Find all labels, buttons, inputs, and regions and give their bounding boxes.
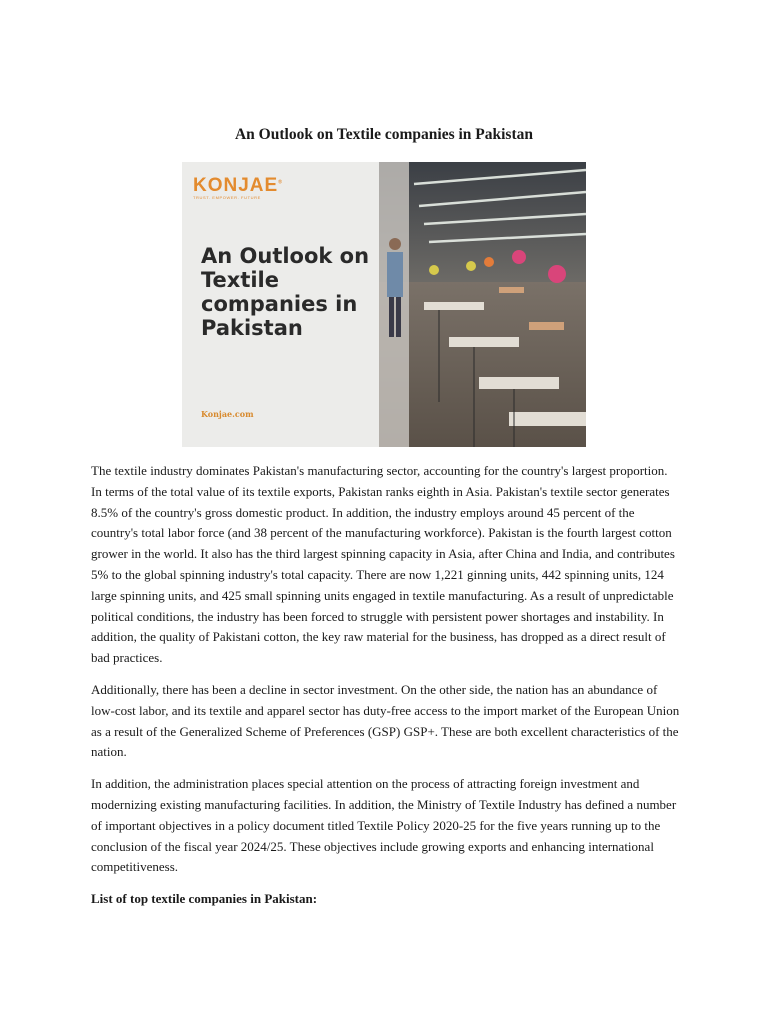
logo-mark: ® [278,179,283,186]
list-heading: List of top textile companies in Pakistan: [91,891,318,907]
hero-heading: An Outlook on Textile companies in Pakistan [201,244,370,340]
logo-text: KONJAE [193,175,279,196]
logo-tagline: TRUST. EMPOWER. FUTURE [193,195,261,200]
hero-text-panel [182,162,379,447]
paragraph: The textile industry dominates Pakistan's manufacturing sector, accounting for the country's largest proportion. In terms of the total value of its textile exports, Pakistan ranks eighth in Asia. Pakistan's textile sector generates 8.5% of the country's gross domestic product. In addition, the industry employs around 45 percent of the country's total labor force (and 38 percent of the manufacturing workforce). Pakistan is the fourth largest cotton grower in the world. It also has the third largest spinning capacity in Asia, after China and India, and contributes 5% to the global spinning industry's total capacity. There are now 1,221 ginning units, 442 spinning units, 124 large spinning units, and 425 small spinning units engaged in textile manufacturing. As a result of unpredictable political conditions, the industry has been forced to struggle with persistent power shortages and instability. In addition, the quality of Pakistani cotton, the key raw material for the business, has dropped as a direct result of bad practices. [91,463,675,666]
konjae-logo [193,175,283,197]
hero-site-url: Konjae.com [201,409,254,419]
article-body [91,461,681,921]
factory-floor-photo [379,162,586,447]
paragraph: In addition, the administration places special attention on the process of attracting foreign investment and modernizing existing manufacturing facilities. In addition, the Ministry of Textile Industry has defined a number of important objectives in a policy document titled Textile Policy 2020-25 for the five years running up to the conclusion of the fiscal year 2024/25. These objectives include growing exports and enhancing international competitiveness. [91,776,677,875]
page-title: An Outlook on Textile companies in Pakistan [234,126,533,143]
paragraph: Additionally, there has been a decline in sector investment. On the other side, the nation has an abundance of low-cost labor, and its textile and apparel sector has duty-free access to the import market of the European Union as a result of the Generalized Scheme of Preferences (GSP) GSP+. These are both excellent characteristics of the nation. [91,681,680,760]
hero-image [182,162,586,447]
